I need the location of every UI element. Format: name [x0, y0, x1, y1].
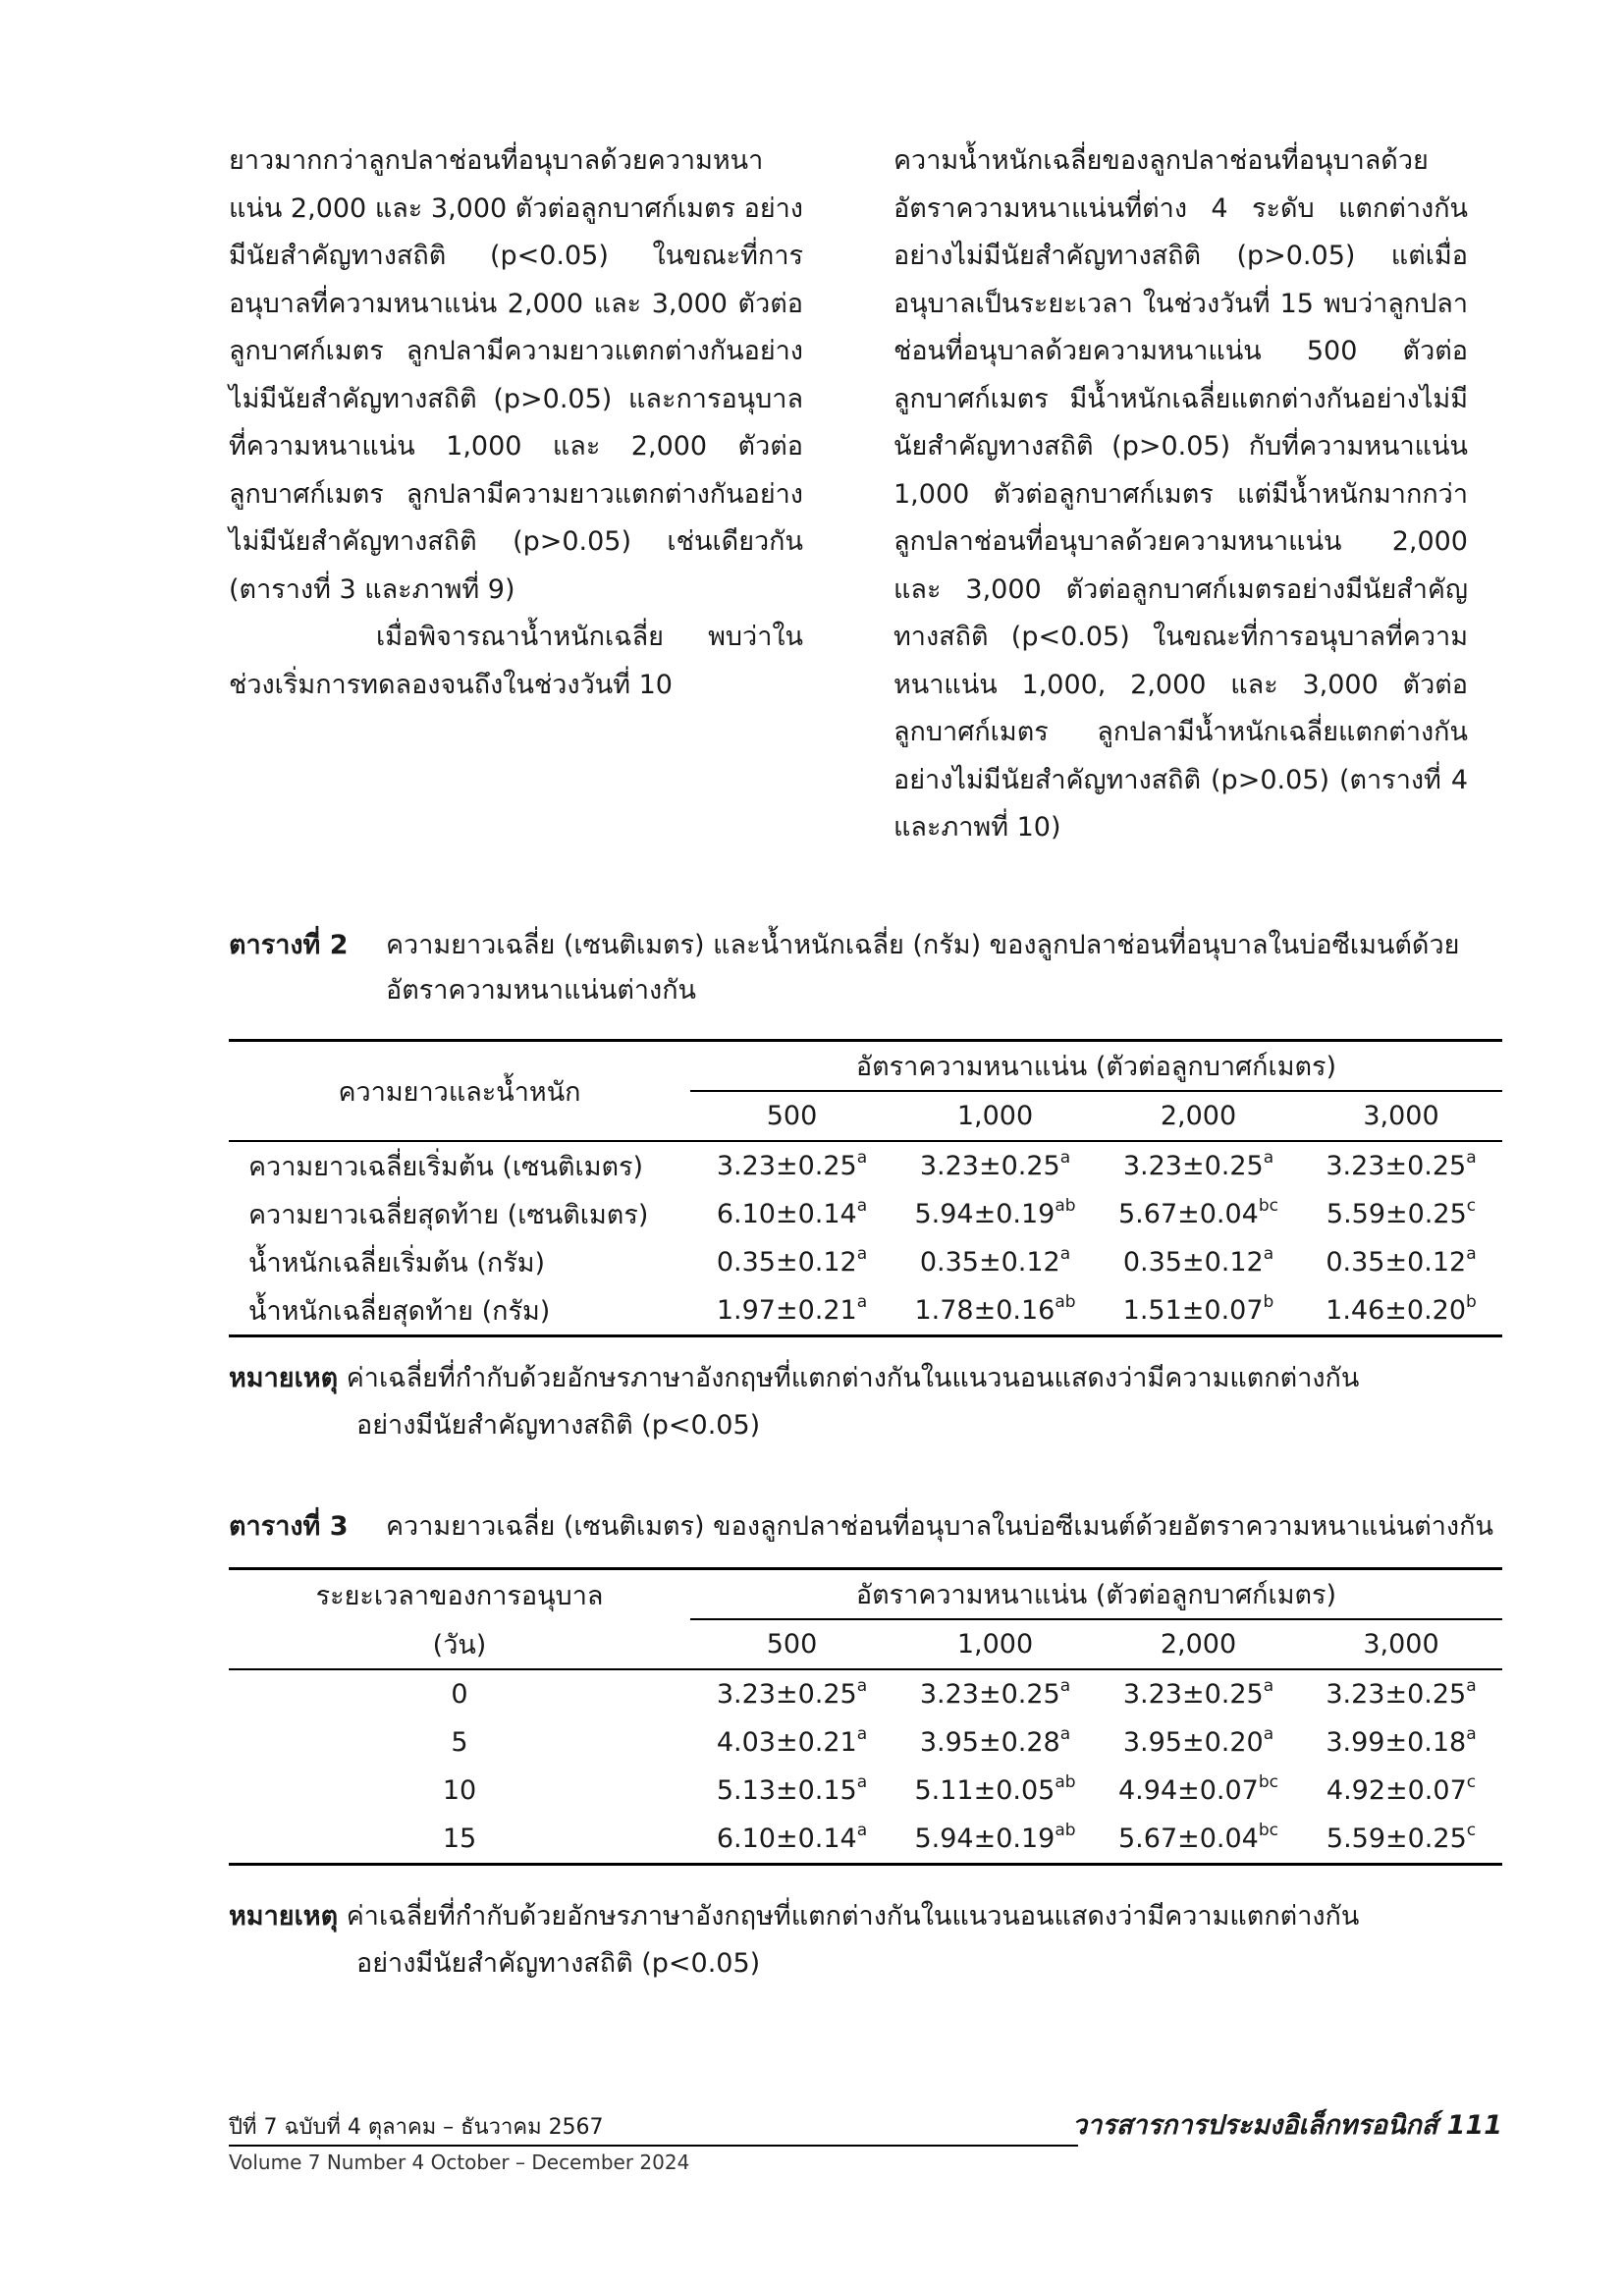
cell-value: 5.11±0.05 — [914, 1775, 1056, 1806]
table3-group-header: อัตราความหนาแน่น (ตัวต่อลูกบาศก์เมตร) — [690, 1569, 1502, 1620]
significance-letter: b — [1466, 1292, 1477, 1312]
table3 — [229, 1567, 1502, 1866]
cell-value: 6.10±0.14 — [716, 1823, 857, 1854]
significance-letter: a — [1466, 1676, 1477, 1696]
cell-value: 1.46±0.20 — [1326, 1295, 1467, 1326]
significance-letter: a — [856, 1821, 868, 1840]
cell-value: 3.23±0.25 — [1326, 1151, 1467, 1181]
table-cell — [1097, 1238, 1300, 1286]
cell-value: 3.23±0.25 — [716, 1679, 857, 1710]
cell-value: 1.97±0.21 — [716, 1295, 857, 1326]
table-cell — [690, 1767, 893, 1815]
right-column — [893, 137, 1468, 852]
table-row — [229, 1815, 1502, 1865]
row-label: 10 — [442, 1775, 477, 1806]
table-cell — [1300, 1767, 1502, 1815]
cell-value: 5.94±0.19 — [914, 1823, 1056, 1854]
table-cell — [893, 1238, 1097, 1286]
table-cell — [893, 1190, 1097, 1238]
significance-letter: bc — [1258, 1821, 1278, 1840]
significance-letter: a — [856, 1148, 868, 1168]
table-cell — [1097, 1141, 1300, 1190]
significance-letter: a — [1059, 1676, 1071, 1696]
table3-col-header: 500 — [766, 1629, 818, 1660]
significance-letter: ab — [1055, 1196, 1076, 1216]
significance-letter: a — [1059, 1244, 1071, 1264]
cell-value: 5.59±0.25 — [1326, 1199, 1467, 1229]
row-label: ความยาวเฉลี่ยเริ่มต้น (เซนติเมตร) — [248, 1152, 644, 1182]
significance-letter: b — [1263, 1292, 1274, 1312]
significance-letter: a — [856, 1196, 868, 1216]
table2-caption-line1: ความยาวเฉลี่ย (เซนติเมตร) และน้ำหนักเฉลี่ย (กรัม) ของลูกปลาช่อนที่อนุบาลในบ่อซีเมนต์ด้วย — [386, 930, 1460, 960]
table2-col-header: 2,000 — [1160, 1101, 1237, 1131]
cell-value: 1.78±0.16 — [914, 1295, 1056, 1326]
row-label: ความยาวเฉลี่ยสุดท้าย (เซนติเมตร) — [248, 1200, 649, 1230]
table-row — [229, 1286, 1502, 1336]
significance-letter: c — [1466, 1196, 1477, 1216]
table3-row-header-1: ระยะเวลาของการอนุบาล — [229, 1569, 690, 1620]
cell-value: 0.35±0.12 — [1326, 1247, 1467, 1278]
significance-letter: a — [856, 1724, 868, 1744]
table3-caption-line1: ความยาวเฉลี่ย (เซนติเมตร) ของลูกปลาช่อนที่อนุบาลในบ่อซีเมนต์ด้วยอัตราความหนาแน่นต่างกัน — [386, 1511, 1493, 1542]
left-paragraph-1: ยาวมากกว่าลูกปลาช่อนที่อนุบาลด้วยความหนาแน่น 2,000 และ 3,000 ตัวต่อลูกบาศก์เมตร อย่างมีนัยสำคัญทางสถิติ (p<0.05) ในขณะที่การอนุบาลที่ความหนาแน่น 2,000 และ 3,000 ตัวต่อลูกบาศก์เมตร ลูกปลามีความยาวแตกต่างกันอย่างไม่มีนัยสำคัญทางสถิติ (p>0.05) และการอนุบาลที่ความหนาแน่น 1,000 และ 2,000 ตัวต่อลูกบาศก์เมตร ลูกปลามีความยาวแตกต่างกันอย่างไม่มีนัยสำคัญทางสถิติ (p>0.05) เช่นเดียวกัน (ตารางที่ 3 และภาพที่ 9) — [229, 145, 803, 605]
table2-caption-line2: อัตราความหนาแน่นต่างกัน — [386, 975, 697, 1006]
significance-letter: a — [1263, 1148, 1274, 1168]
table-cell — [893, 1669, 1097, 1718]
table-row — [229, 1238, 1502, 1286]
row-label: 0 — [451, 1679, 468, 1710]
table-cell — [1097, 1669, 1300, 1718]
table-cell — [690, 1141, 893, 1190]
row-label: น้ำหนักเฉลี่ยเริ่มต้น (กรัม) — [248, 1248, 546, 1279]
table-cell — [893, 1767, 1097, 1815]
significance-letter: a — [856, 1772, 868, 1792]
table-cell — [690, 1238, 893, 1286]
significance-letter: ab — [1055, 1821, 1076, 1840]
table2-label: ตารางที่ 2 — [229, 930, 349, 960]
footer-journal-page: วารสารการประมงอิเล็กทรอนิกส์ 111 — [1072, 2110, 1502, 2141]
row-label: 15 — [229, 1815, 690, 1865]
note-line1: ค่าเฉลี่ยที่กำกับด้วยอักษรภาษาอังกฤษที่แตกต่างกันในแนวนอนแสดงว่ามีความแตกต่างกัน — [346, 1901, 1360, 1932]
footer-issue-english: Volume 7 Number 4 October – December 2024 — [229, 2150, 690, 2174]
cell-value: 4.94±0.07 — [1118, 1775, 1259, 1806]
cell-value: 5.94±0.19 — [914, 1199, 1056, 1229]
cell-value: 0.35±0.12 — [1122, 1247, 1264, 1278]
table2-group-header: อัตราความหนาแน่น (ตัวต่อลูกบาศก์เมตร) — [690, 1041, 1502, 1092]
table-cell — [1300, 1286, 1502, 1336]
cell-value: 3.95±0.28 — [919, 1727, 1060, 1758]
left-paragraph-2: เมื่อพิจารณาน้ำหนักเฉลี่ย พบว่าในช่วงเริ่มการทดลองจนถึงในช่วงวันที่ 10 — [229, 622, 803, 700]
table-cell — [690, 1815, 893, 1865]
table-cell — [1300, 1718, 1502, 1767]
table-cell — [1300, 1815, 1502, 1865]
significance-letter: c — [1466, 1821, 1477, 1840]
table-cell — [1300, 1190, 1502, 1238]
table2-body — [229, 1141, 1502, 1336]
significance-letter: a — [1059, 1148, 1071, 1168]
significance-letter: ab — [1055, 1292, 1076, 1312]
cell-value: 3.23±0.25 — [1326, 1679, 1467, 1710]
table-row — [229, 1767, 1502, 1815]
cell-value: 1.51±0.07 — [1122, 1295, 1264, 1326]
table-cell — [1300, 1141, 1502, 1190]
cell-value: 5.67±0.04 — [1118, 1823, 1259, 1854]
significance-letter: a — [1059, 1724, 1071, 1744]
table2-note — [229, 1355, 1505, 1449]
table-cell — [1097, 1767, 1300, 1815]
cell-value: 3.23±0.25 — [716, 1151, 857, 1181]
table-cell — [1097, 1718, 1300, 1767]
table2-col-header: 3,000 — [1363, 1101, 1439, 1131]
right-paragraph: ความน้ำหนักเฉลี่ยของลูกปลาช่อนที่อนุบาลด้วยอัตราความหนาแน่นที่ต่าง 4 ระดับ แตกต่างกันอย่างไม่มีนัยสำคัญทางสถิติ (p>0.05) แต่เมื่ออนุบาลเป็นระยะเวลา ในช่วงวันที่ 15 พบว่าลูกปลาช่อนที่อนุบาลด้วยความหนาแน่น 500 ตัวต่อลูกบาศก์เมตร มีน้ำหนักเฉลี่ยแตกต่างกันอย่างไม่มีนัยสำคัญทางสถิติ (p>0.05) กับที่ความหนาแน่น 1,000 ตัวต่อลูกบาศก์เมตร แต่มีน้ำหนักมากกว่าลูกปลาช่อนที่อนุบาลด้วยความหนาแน่น 2,000 และ 3,000 ตัวต่อลูกบาศก์เมตรอย่างมีนัยสำคัญทางสถิติ (p<0.05) ในขณะที่การอนุบาลที่ความหนาแน่น 1,000, 2,000 และ 3,000 ตัวต่อลูกบาศก์เมตร ลูกปลามีน้ำหนักเฉลี่ยแตกต่างกันอย่างไม่มีนัยสำคัญทางสถิติ (p>0.05) (ตารางที่ 4 และภาพที่ 10) — [893, 145, 1468, 843]
table2 — [229, 1039, 1502, 1337]
significance-letter: a — [1466, 1724, 1477, 1744]
footer-issue-thai: ปีที่ 7 ฉบับที่ 4 ตุลาคม – ธันวาคม 2567 — [229, 2115, 604, 2140]
footer-rule — [229, 2145, 1078, 2147]
cell-value: 3.23±0.25 — [1122, 1679, 1264, 1710]
significance-letter: a — [1263, 1724, 1274, 1744]
cell-value: 4.03±0.21 — [716, 1727, 857, 1758]
significance-letter: a — [856, 1676, 868, 1696]
table-cell — [690, 1286, 893, 1336]
table3-note — [229, 1893, 1505, 1987]
cell-value: 0.35±0.12 — [919, 1247, 1060, 1278]
significance-letter: a — [1466, 1244, 1477, 1264]
table-cell — [690, 1718, 893, 1767]
cell-value: 0.35±0.12 — [716, 1247, 857, 1278]
table3-caption — [229, 1504, 1505, 1550]
table-cell — [893, 1718, 1097, 1767]
table-cell — [1300, 1669, 1502, 1718]
table-cell — [1097, 1190, 1300, 1238]
cell-value: 3.95±0.20 — [1122, 1727, 1264, 1758]
table-row — [229, 1190, 1502, 1238]
significance-letter: a — [1466, 1148, 1477, 1168]
table-row — [229, 1718, 1502, 1767]
significance-letter: a — [856, 1292, 868, 1312]
note-label: หมายเหตุ — [229, 1363, 339, 1393]
significance-letter: a — [1263, 1676, 1274, 1696]
table3-col-header: 1,000 — [956, 1629, 1034, 1660]
table2-caption — [229, 923, 1505, 1013]
table-cell — [893, 1815, 1097, 1865]
table2-row-header: ความยาวและน้ำหนัก — [229, 1041, 690, 1142]
table2-col-header: 1,000 — [956, 1101, 1034, 1131]
table-cell — [893, 1286, 1097, 1336]
table-row — [229, 1141, 1502, 1190]
table3-body — [229, 1669, 1502, 1865]
table3-col-header: 3,000 — [1363, 1629, 1439, 1660]
cell-value: 3.23±0.25 — [919, 1151, 1060, 1181]
row-label: 5 — [451, 1727, 468, 1758]
cell-value: 5.67±0.04 — [1118, 1199, 1259, 1229]
note-line2: อย่างมีนัยสำคัญทางสถิติ (p<0.05) — [356, 1410, 761, 1441]
note-label: หมายเหตุ — [229, 1901, 339, 1932]
table3-row-header-2: (วัน) — [432, 1629, 487, 1660]
note-line2: อย่างมีนัยสำคัญทางสถิติ (p<0.05) — [356, 1948, 761, 1979]
left-column — [229, 137, 803, 709]
table3-label: ตารางที่ 3 — [229, 1511, 349, 1542]
row-label: น้ำหนักเฉลี่ยสุดท้าย (กรัม) — [229, 1286, 690, 1336]
cell-value: 6.10±0.14 — [716, 1199, 857, 1229]
significance-letter: c — [1466, 1772, 1477, 1792]
table-cell — [690, 1669, 893, 1718]
table-cell — [690, 1190, 893, 1238]
significance-letter: ab — [1055, 1772, 1076, 1792]
table3-col-header: 2,000 — [1160, 1629, 1237, 1660]
cell-value: 5.13±0.15 — [716, 1775, 857, 1806]
cell-value: 3.99±0.18 — [1326, 1727, 1467, 1758]
table-row — [229, 1669, 1502, 1718]
table-cell — [1097, 1815, 1300, 1865]
table-cell — [1097, 1286, 1300, 1336]
cell-value: 3.23±0.25 — [919, 1679, 1060, 1710]
table-cell — [893, 1141, 1097, 1190]
cell-value: 4.92±0.07 — [1326, 1775, 1467, 1806]
significance-letter: a — [1263, 1244, 1274, 1264]
cell-value: 5.59±0.25 — [1326, 1823, 1467, 1854]
significance-letter: bc — [1258, 1772, 1278, 1792]
table-cell — [1300, 1238, 1502, 1286]
significance-letter: a — [856, 1244, 868, 1264]
cell-value: 3.23±0.25 — [1122, 1151, 1264, 1181]
table2-col-header: 500 — [766, 1101, 818, 1131]
note-line1: ค่าเฉลี่ยที่กำกับด้วยอักษรภาษาอังกฤษที่แตกต่างกันในแนวนอนแสดงว่ามีความแตกต่างกัน — [346, 1363, 1360, 1393]
significance-letter: bc — [1258, 1196, 1278, 1216]
